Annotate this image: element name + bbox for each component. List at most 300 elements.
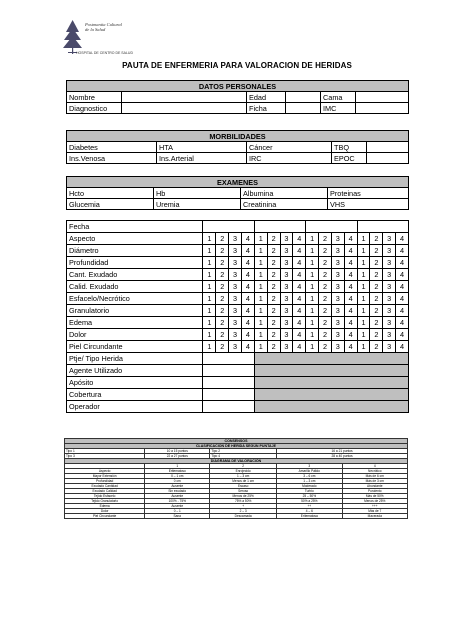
morb-irc[interactable]: IRC xyxy=(247,153,332,164)
score-option[interactable]: 3 xyxy=(280,245,293,257)
score-option[interactable]: 1 xyxy=(203,329,216,341)
morb-diabetes[interactable]: Diabetes xyxy=(67,142,157,153)
label-diagnostico: Diagnostico xyxy=(67,103,122,114)
label-nombre: Nombre xyxy=(67,92,122,103)
score-option[interactable]: 2 xyxy=(319,341,332,353)
exam-hcto[interactable]: Hcto xyxy=(67,188,154,199)
score-option[interactable]: 2 xyxy=(370,257,383,269)
score-option[interactable]: 3 xyxy=(383,293,396,305)
row-label: Cobertura xyxy=(67,389,203,401)
diagrama-value: 0 cm xyxy=(145,479,210,484)
row-label: Piel Circundante xyxy=(67,341,203,353)
score-option[interactable]: 4 xyxy=(293,305,306,317)
score-option[interactable]: 3 xyxy=(383,245,396,257)
score-option[interactable]: 2 xyxy=(216,245,229,257)
score-option[interactable]: 2 xyxy=(267,281,280,293)
score-option[interactable]: 4 xyxy=(396,317,409,329)
score-option[interactable]: 3 xyxy=(229,317,242,329)
row-label: Ptje/ Tipo Herida xyxy=(67,353,203,365)
score-option[interactable]: 1 xyxy=(254,329,267,341)
score-row xyxy=(67,281,409,293)
score-option[interactable]: 3 xyxy=(331,329,344,341)
score-row xyxy=(67,245,409,257)
score-option[interactable]: 1 xyxy=(306,269,319,281)
text-row xyxy=(67,353,409,365)
score-option[interactable]: 4 xyxy=(293,341,306,353)
morb-epoc[interactable]: EPOC xyxy=(332,153,367,164)
diagrama-value: 50% a 25% xyxy=(277,499,342,504)
exam-albumina[interactable]: Albumina xyxy=(241,188,328,199)
text-row xyxy=(67,401,409,413)
score-option[interactable]: 2 xyxy=(370,281,383,293)
diagrama-col-header: 1 xyxy=(145,464,210,469)
score-option[interactable]: 1 xyxy=(203,317,216,329)
score-option[interactable]: 4 xyxy=(242,233,255,245)
score-option[interactable]: 1 xyxy=(203,293,216,305)
score-option[interactable]: 1 xyxy=(254,257,267,269)
score-option[interactable]: 1 xyxy=(357,233,370,245)
diagrama-value: 3 – 6 cm xyxy=(277,474,342,479)
diagrama-criterion: Edema xyxy=(65,504,145,509)
score-option[interactable]: 4 xyxy=(344,245,357,257)
score-option[interactable]: 3 xyxy=(280,317,293,329)
score-option[interactable]: 4 xyxy=(344,293,357,305)
diagrama-value: Ausente xyxy=(145,504,210,509)
label-edad: Edad xyxy=(247,92,286,103)
label-cama: Cama xyxy=(321,92,356,103)
datos-personales-table xyxy=(66,80,409,114)
score-option[interactable]: 3 xyxy=(280,233,293,245)
tipo-range: 28 a 40 puntos xyxy=(277,454,408,459)
diagrama-value: Turbio xyxy=(277,489,342,494)
score-option[interactable]: 3 xyxy=(383,329,396,341)
score-option[interactable]: 1 xyxy=(254,245,267,257)
text-cell[interactable] xyxy=(203,353,254,365)
diagrama-value: Enrojecido xyxy=(210,469,277,474)
score-option[interactable]: 4 xyxy=(344,269,357,281)
score-option[interactable]: 4 xyxy=(293,233,306,245)
score-option[interactable]: 4 xyxy=(396,245,409,257)
score-option[interactable]: 1 xyxy=(357,317,370,329)
score-option[interactable]: 2 xyxy=(216,293,229,305)
diagrama-value: ++ xyxy=(277,504,342,509)
score-option[interactable]: 4 xyxy=(344,233,357,245)
row-label: Dolor xyxy=(67,329,203,341)
text-row xyxy=(67,389,409,401)
score-option[interactable]: 2 xyxy=(319,281,332,293)
diagrama-criterion: Tejido Esfacelo xyxy=(65,494,145,499)
score-option[interactable]: 4 xyxy=(293,269,306,281)
score-option[interactable]: 2 xyxy=(319,317,332,329)
score-option[interactable]: 1 xyxy=(254,233,267,245)
score-option[interactable]: 3 xyxy=(280,257,293,269)
morb-ins-venosa[interactable]: Ins.Venosa xyxy=(67,153,157,164)
diagrama-criterion: Exudado Calidad xyxy=(65,489,145,494)
score-option[interactable]: 2 xyxy=(216,257,229,269)
score-option[interactable]: 4 xyxy=(242,257,255,269)
score-option[interactable]: 2 xyxy=(216,233,229,245)
score-row xyxy=(67,305,409,317)
score-option[interactable]: 1 xyxy=(254,305,267,317)
score-option[interactable]: 3 xyxy=(229,245,242,257)
score-option[interactable]: 3 xyxy=(331,305,344,317)
score-option[interactable]: 4 xyxy=(344,281,357,293)
score-option[interactable]: 4 xyxy=(242,293,255,305)
score-option[interactable]: 1 xyxy=(306,329,319,341)
diagrama-value: Eritematosa xyxy=(277,514,342,519)
score-option[interactable]: 1 xyxy=(357,341,370,353)
fecha-cell[interactable] xyxy=(203,221,254,233)
score-option[interactable]: 3 xyxy=(280,329,293,341)
diagrama-value: Ausente xyxy=(145,494,210,499)
score-option[interactable]: 2 xyxy=(216,269,229,281)
row-label: Fecha xyxy=(67,221,203,233)
fecha-cell[interactable] xyxy=(254,221,305,233)
diagrama-value: Más de 50% xyxy=(342,494,407,499)
text-cell[interactable] xyxy=(203,389,254,401)
score-option[interactable]: 3 xyxy=(280,341,293,353)
score-option[interactable]: 2 xyxy=(216,317,229,329)
diagrama-criterion: Tejido Granulatorio xyxy=(65,499,145,504)
score-option[interactable]: 3 xyxy=(331,245,344,257)
score-option[interactable]: 2 xyxy=(370,305,383,317)
section-heading: MORBILIDADES xyxy=(67,131,409,142)
diagrama-value: 2 – 3 xyxy=(210,509,277,514)
score-option[interactable]: 4 xyxy=(242,281,255,293)
score-option[interactable]: 1 xyxy=(357,329,370,341)
score-option[interactable]: 2 xyxy=(319,305,332,317)
row-label: Apósito xyxy=(67,377,203,389)
score-option[interactable]: 2 xyxy=(319,329,332,341)
score-option[interactable]: 1 xyxy=(306,257,319,269)
fecha-cell[interactable] xyxy=(306,221,357,233)
score-option[interactable]: 1 xyxy=(203,281,216,293)
score-option[interactable]: 4 xyxy=(242,341,255,353)
score-option[interactable]: 3 xyxy=(229,293,242,305)
score-option[interactable]: 4 xyxy=(396,329,409,341)
diagrama-col-header: 4 xyxy=(342,464,407,469)
score-option[interactable]: 1 xyxy=(306,341,319,353)
diagrama-title: DIAGRAMA DE VALORACIÓN xyxy=(65,459,408,464)
score-option[interactable]: 3 xyxy=(331,293,344,305)
score-option[interactable]: 4 xyxy=(396,341,409,353)
morb-hta[interactable]: HTA xyxy=(157,142,247,153)
score-option[interactable]: 1 xyxy=(254,281,267,293)
row-label: Aspecto xyxy=(67,233,203,245)
score-option[interactable]: 3 xyxy=(229,341,242,353)
field-cama[interactable] xyxy=(356,92,409,103)
score-row xyxy=(67,257,409,269)
diagrama-value: Sana xyxy=(145,514,210,519)
row-label: Profundidad xyxy=(67,257,203,269)
exam-hb[interactable]: Hb xyxy=(154,188,241,199)
score-option[interactable]: 2 xyxy=(370,329,383,341)
diagrama-criterion: Piel Circundante xyxy=(65,514,145,519)
row-label: Cant. Exudado xyxy=(67,269,203,281)
score-option[interactable]: 4 xyxy=(242,245,255,257)
text-cell[interactable] xyxy=(203,377,254,389)
text-row xyxy=(67,377,409,389)
score-option[interactable]: 4 xyxy=(344,305,357,317)
score-row xyxy=(67,317,409,329)
score-option[interactable]: 1 xyxy=(357,281,370,293)
fecha-cell[interactable] xyxy=(357,221,408,233)
field-ficha[interactable] xyxy=(286,103,321,114)
score-option[interactable]: 3 xyxy=(331,281,344,293)
score-option[interactable]: 1 xyxy=(306,281,319,293)
score-option[interactable]: 1 xyxy=(306,245,319,257)
score-option[interactable]: 4 xyxy=(242,329,255,341)
score-option[interactable]: 4 xyxy=(344,329,357,341)
score-option[interactable]: 4 xyxy=(396,257,409,269)
score-option[interactable]: 3 xyxy=(229,305,242,317)
score-option[interactable]: 2 xyxy=(370,293,383,305)
score-option[interactable]: 2 xyxy=(267,257,280,269)
diagrama-value: Moderado xyxy=(277,484,342,489)
diagrama-value: 0 – 1 cm xyxy=(145,474,210,479)
score-option[interactable]: 3 xyxy=(280,293,293,305)
score-option[interactable]: 2 xyxy=(267,341,280,353)
score-option[interactable]: 1 xyxy=(357,257,370,269)
consensos-title: CONSENSOS xyxy=(65,439,408,444)
score-option[interactable]: 2 xyxy=(319,269,332,281)
score-option[interactable]: 2 xyxy=(370,233,383,245)
score-option[interactable]: 2 xyxy=(267,329,280,341)
score-option[interactable]: 1 xyxy=(254,341,267,353)
score-option[interactable]: 3 xyxy=(331,317,344,329)
score-option[interactable]: 3 xyxy=(383,269,396,281)
tipo-label: Tipo 3 xyxy=(65,454,145,459)
score-row xyxy=(67,341,409,353)
score-option[interactable]: 4 xyxy=(344,341,357,353)
shaded-area xyxy=(254,365,408,377)
diagrama-value: Descamada xyxy=(210,514,277,519)
score-option[interactable]: 4 xyxy=(396,281,409,293)
score-option[interactable]: 3 xyxy=(383,305,396,317)
score-option[interactable]: 2 xyxy=(267,269,280,281)
score-option[interactable]: 3 xyxy=(383,257,396,269)
score-option[interactable]: 4 xyxy=(344,317,357,329)
score-option[interactable]: 3 xyxy=(331,233,344,245)
score-row xyxy=(67,293,409,305)
diagrama-row-item xyxy=(65,514,408,519)
score-option[interactable]: 2 xyxy=(370,317,383,329)
score-option[interactable]: 2 xyxy=(216,281,229,293)
diagrama-value: Escaso xyxy=(210,484,277,489)
score-option[interactable]: 4 xyxy=(396,269,409,281)
score-option[interactable]: 4 xyxy=(293,317,306,329)
score-option[interactable]: 1 xyxy=(203,341,216,353)
tipo-label: Tipo 4 xyxy=(210,454,277,459)
score-option[interactable]: 2 xyxy=(267,305,280,317)
org-name: Postmantia Cultural de la Salud xyxy=(85,22,122,32)
score-option[interactable]: 2 xyxy=(370,269,383,281)
score-option[interactable]: 1 xyxy=(203,257,216,269)
diagrama-value: Más de 6 cm xyxy=(342,474,407,479)
score-option[interactable]: 2 xyxy=(319,233,332,245)
score-option[interactable]: 1 xyxy=(203,305,216,317)
morb-cancer[interactable]: Cáncer xyxy=(247,142,332,153)
diagrama-criterion: Mayor Extensión xyxy=(65,474,145,479)
section-heading: DATOS PERSONALES xyxy=(67,81,409,92)
score-row xyxy=(67,233,409,245)
score-option[interactable]: 2 xyxy=(267,233,280,245)
diagrama-criterion: Dolor xyxy=(65,509,145,514)
score-option[interactable]: 2 xyxy=(319,293,332,305)
score-option[interactable]: 2 xyxy=(216,329,229,341)
diagrama-criterion: Aspecto xyxy=(65,469,145,474)
diagrama-value: 0 – 1 xyxy=(145,509,210,514)
text-cell[interactable] xyxy=(203,365,254,377)
diagrama-value: 1 – 3 cm xyxy=(277,479,342,484)
diagrama-value: Menos de 1 cm xyxy=(210,479,277,484)
score-option[interactable]: 2 xyxy=(216,341,229,353)
row-label: Diámetro xyxy=(67,245,203,257)
exam-creatinina[interactable]: Creatinina xyxy=(241,199,328,210)
score-option[interactable]: 1 xyxy=(203,233,216,245)
score-option[interactable]: 3 xyxy=(229,329,242,341)
diagrama-value: +++ xyxy=(342,504,407,509)
score-option[interactable]: 4 xyxy=(293,257,306,269)
diagrama-value: Sin exudado xyxy=(145,489,210,494)
exam-vhs[interactable]: VHS xyxy=(328,199,409,210)
score-row xyxy=(67,329,409,341)
score-option[interactable]: 3 xyxy=(383,233,396,245)
diagrama-value: 1 – 3 cm xyxy=(210,474,277,479)
score-option[interactable]: 4 xyxy=(293,329,306,341)
exam-uremia[interactable]: Uremia xyxy=(154,199,241,210)
score-option[interactable]: 3 xyxy=(229,233,242,245)
score-option[interactable]: 3 xyxy=(229,281,242,293)
score-option[interactable]: 4 xyxy=(242,305,255,317)
score-option[interactable]: 3 xyxy=(383,281,396,293)
diagrama-value: Menos de 25% xyxy=(210,494,277,499)
label-imc: IMC xyxy=(321,103,356,114)
score-option[interactable]: 4 xyxy=(344,257,357,269)
field-diagnostico[interactable] xyxy=(122,103,247,114)
diagrama-value: Más de 7 xyxy=(342,509,407,514)
diagrama-value: Seroso xyxy=(210,489,277,494)
score-option[interactable]: 1 xyxy=(306,233,319,245)
row-label: Esfacelo/Necrótico xyxy=(67,293,203,305)
score-option[interactable]: 1 xyxy=(357,293,370,305)
score-option[interactable]: 2 xyxy=(370,245,383,257)
score-option[interactable]: 3 xyxy=(280,305,293,317)
score-option[interactable]: 3 xyxy=(229,269,242,281)
diagrama-value: Más de 3 cm xyxy=(342,479,407,484)
morb-blank[interactable] xyxy=(367,142,409,153)
exam-glucemia[interactable]: Glucemia xyxy=(67,199,154,210)
diagrama-value: 75% a 50% xyxy=(210,499,277,504)
diagrama-value: 25 – 50% xyxy=(277,494,342,499)
valoracion-grid xyxy=(66,220,409,413)
field-imc[interactable] xyxy=(356,103,409,114)
diagrama-value: Necrótico xyxy=(342,469,407,474)
row-label: Calid. Exudado xyxy=(67,281,203,293)
score-option[interactable]: 4 xyxy=(242,317,255,329)
morb-ins-arterial[interactable]: Ins.Arterial xyxy=(157,153,247,164)
row-label: Agente Utilizado xyxy=(67,365,203,377)
diagrama-col-header: 2 xyxy=(210,464,277,469)
score-option[interactable]: 3 xyxy=(331,257,344,269)
row-label: Granulatorio xyxy=(67,305,203,317)
score-option[interactable]: 1 xyxy=(254,293,267,305)
examenes-table xyxy=(66,176,409,210)
shaded-area xyxy=(254,401,408,413)
diagrama-value: Purulento xyxy=(342,489,407,494)
fecha-row xyxy=(67,221,409,233)
diagrama-value: Abundante xyxy=(342,484,407,489)
consensos-table xyxy=(64,438,408,519)
score-option[interactable]: 2 xyxy=(319,257,332,269)
field-edad[interactable] xyxy=(286,92,321,103)
diagrama-criterion: Profundidad xyxy=(65,479,145,484)
diagrama-value: + xyxy=(210,504,277,509)
text-cell[interactable] xyxy=(203,401,254,413)
score-option[interactable]: 1 xyxy=(306,317,319,329)
score-option[interactable]: 3 xyxy=(280,269,293,281)
score-option[interactable]: 1 xyxy=(203,269,216,281)
score-option[interactable]: 4 xyxy=(293,293,306,305)
score-option[interactable]: 2 xyxy=(370,341,383,353)
score-row xyxy=(67,269,409,281)
score-option[interactable]: 3 xyxy=(331,341,344,353)
label-ficha: Ficha xyxy=(247,103,286,114)
score-option[interactable]: 1 xyxy=(254,269,267,281)
score-option[interactable]: 1 xyxy=(203,245,216,257)
score-option[interactable]: 2 xyxy=(216,305,229,317)
score-option[interactable]: 3 xyxy=(229,257,242,269)
score-option[interactable]: 1 xyxy=(357,305,370,317)
section-heading: EXAMENES xyxy=(67,177,409,188)
score-option[interactable]: 3 xyxy=(383,317,396,329)
score-option[interactable]: 4 xyxy=(396,293,409,305)
diagrama-criterion: Exudado Cantidad xyxy=(65,484,145,489)
consensos-subtitle: CLASIFICACION DE HERIDA SEGÚN PUNTAJE xyxy=(65,444,408,449)
morb-tbq[interactable]: TBQ xyxy=(332,142,367,153)
score-option[interactable]: 4 xyxy=(242,269,255,281)
diagrama-value: 4 – 6 xyxy=(277,509,342,514)
exam-proteinas[interactable]: Proteinas xyxy=(328,188,409,199)
score-option[interactable]: 4 xyxy=(293,245,306,257)
score-option[interactable]: 3 xyxy=(280,281,293,293)
score-option[interactable]: 1 xyxy=(306,293,319,305)
score-option[interactable]: 2 xyxy=(267,245,280,257)
score-option[interactable]: 1 xyxy=(254,317,267,329)
score-option[interactable]: 3 xyxy=(383,341,396,353)
score-option[interactable]: 2 xyxy=(267,317,280,329)
score-option[interactable]: 4 xyxy=(396,305,409,317)
morb-blank[interactable] xyxy=(367,153,409,164)
score-option[interactable]: 3 xyxy=(331,269,344,281)
tipo-label: Tipo 2 xyxy=(210,449,277,454)
score-option[interactable]: 1 xyxy=(357,245,370,257)
score-option[interactable]: 1 xyxy=(306,305,319,317)
score-option[interactable]: 2 xyxy=(319,245,332,257)
score-option[interactable]: 4 xyxy=(396,233,409,245)
diagrama-col-header: 3 xyxy=(277,464,342,469)
score-option[interactable]: 2 xyxy=(267,293,280,305)
field-nombre[interactable] xyxy=(122,92,247,103)
score-option[interactable]: 4 xyxy=(293,281,306,293)
row-label: Operador xyxy=(67,401,203,413)
score-option[interactable]: 1 xyxy=(357,269,370,281)
row-label: Edema xyxy=(67,317,203,329)
shaded-area xyxy=(254,389,408,401)
tipo-range: 10 a 15 puntos xyxy=(145,449,210,454)
text-row xyxy=(67,365,409,377)
diagrama-value: Macerada xyxy=(342,514,407,519)
